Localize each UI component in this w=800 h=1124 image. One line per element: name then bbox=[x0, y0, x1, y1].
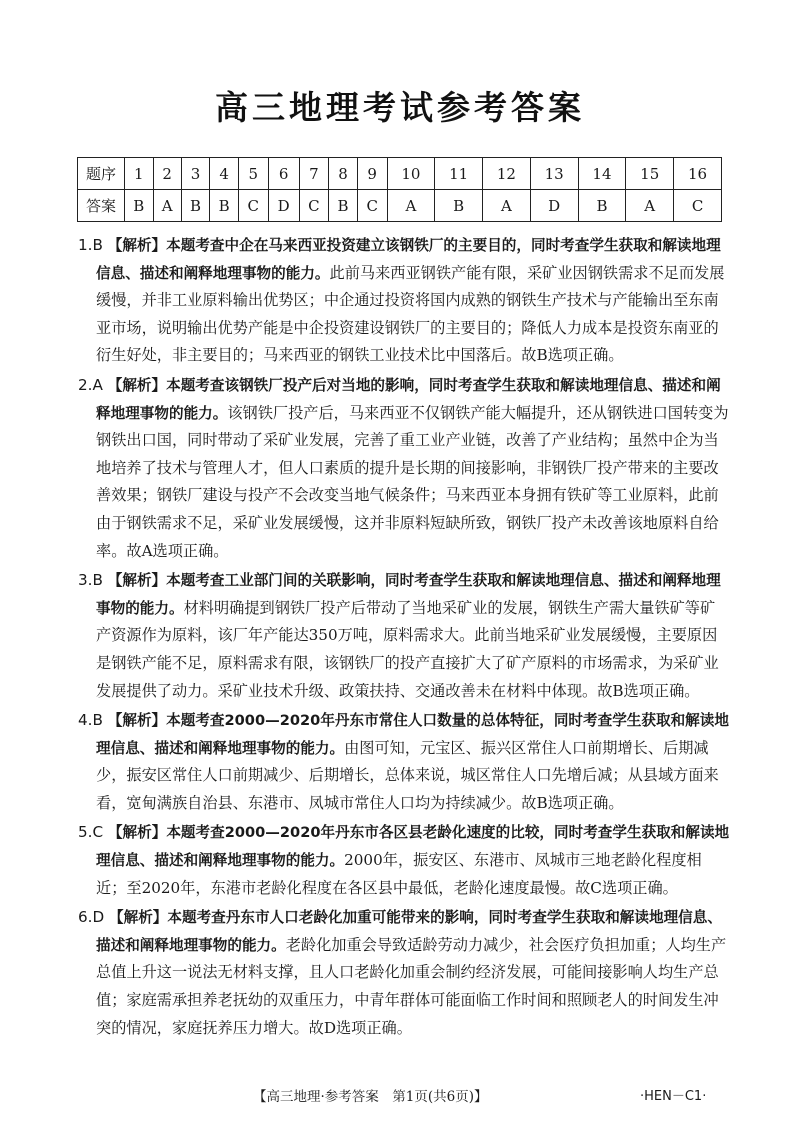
question-number: 8 bbox=[329, 158, 358, 190]
explanation-item bbox=[78, 707, 730, 817]
item-number: 2.A bbox=[78, 375, 103, 394]
item-text: 材料明确提到钢铁厂投产后带动了当地采矿业的发展，钢铁生产需大量铁矿等矿产资源作为原料，该厂年产能达350万吨，原料需求大。此前当地采矿业发展缓慢，主要原因是钢铁产能不足，原料需求有限，该钢铁厂的投产直接扩大了矿产原料的市场需求，为采矿业发展提供了动力。采矿业技术升级、政策扶持、交通改善未在材料中体现。故B选项正确。 bbox=[96, 598, 719, 700]
item-text: 由图可知，元宝区、振兴区常住人口前期增长、后期减少，振安区常住人口前期减少、后期增长，总体来说，城区常住人口先增后减；从县域方面来看，宽甸满族自治县、东港市、凤城市常住人口均为持续减少。故B选项正确。 bbox=[96, 738, 719, 812]
answer-cell: B bbox=[210, 190, 239, 222]
item-number: 3.B bbox=[78, 571, 103, 590]
question-number: 3 bbox=[181, 158, 210, 190]
item-text: 2000年，振安区、东港市、凤城市三地老龄化程度相近；至2020年，东港市老龄化程度在各区县中最低，老龄化速度最慢。故C选项正确。 bbox=[96, 851, 702, 897]
item-number: 1.B bbox=[78, 236, 103, 254]
item-text: 该钢铁厂投产后，马来西亚不仅钢铁产能大幅提升，还从钢铁进口国转变为钢铁出口国，同时带动了采矿业发展，完善了重工业产业链，改善了产业结构；虽然中企为当地培养了技术与管理人才，但人口素质的提升是长期的间接影响，非钢铁厂投产带来的主要改善效果；钢铁厂建设与投产不会改变当地气候条件；马来西亚本身拥有铁矿等工业原料，此前由于钢铁需求不足，采矿业发展缓慢，这并非原料短缺所致，钢铁厂投产未改善该地原料自给率。故A选项正确。 bbox=[96, 403, 729, 560]
explanation-item bbox=[78, 372, 730, 565]
question-number: 16 bbox=[674, 158, 722, 190]
question-number: 2 bbox=[153, 158, 181, 190]
question-number: 10 bbox=[387, 158, 435, 190]
item-number: 5.C bbox=[78, 823, 104, 842]
item-number: 4.B bbox=[78, 711, 103, 730]
question-number: 7 bbox=[299, 158, 329, 190]
explanation-item bbox=[78, 819, 730, 902]
item-text: 此前马来西亚钢铁产能有限，采矿业因钢铁需求不足而发展缓慢，并非工业原料输出优势区；中企通过投资将国内成熟的钢铁生产技术与产能输出至东南亚市场，说明输出优势产能是中企投资建设钢铁厂的主要目的；降低人力成本是投资东南亚的衍生好处，非主要目的；马来西亚的钢铁工业技术比中国落后。故B选项正确。 bbox=[96, 263, 725, 365]
explanation-item bbox=[78, 567, 730, 705]
answer-cell: A bbox=[483, 190, 531, 222]
item-analysis-heading: 【解析】本题考查中企在马来西亚投资建立该钢铁厂的主要目的，同时考查学生获取和解读地理信息、描述和阐释地理事物的能力。 bbox=[96, 237, 721, 282]
answer-cell: C bbox=[238, 190, 268, 222]
answer-cell: C bbox=[357, 190, 387, 222]
item-analysis-heading: 【解析】本题考查工业部门间的关联影响，同时考查学生获取和解读地理信息、描述和阐释地理事物的能力。 bbox=[96, 572, 721, 617]
answer-cell: B bbox=[329, 190, 358, 222]
item-number: 6.D bbox=[78, 908, 105, 927]
item-analysis-heading: 【解析】本题考查该钢铁厂投产后对当地的影响，同时考查学生获取和解读地理信息、描述和阐释地理事物的能力。 bbox=[96, 376, 721, 422]
item-analysis-heading: 【解析】本题考查2000—2020年丹东市常住人口数量的总体特征，同时考查学生获取和解读地理信息、描述和阐释地理事物的能力。 bbox=[96, 712, 729, 757]
page-title: 高三地理考试参考答案 bbox=[215, 88, 585, 127]
row-label-answer: 答案 bbox=[78, 190, 125, 222]
question-number: 11 bbox=[435, 158, 483, 190]
answer-cell: C bbox=[674, 190, 722, 222]
answer-cell: A bbox=[626, 190, 674, 222]
footer-page-info: 【高三地理·参考答案 第1页(共6页)】 bbox=[253, 1089, 488, 1105]
item-analysis-heading: 【解析】本题考查2000—2020年丹东市各区县老龄化速度的比较，同时考查学生获取和解读地理信息、描述和阐释地理事物的能力。 bbox=[96, 824, 730, 870]
answer-cell: A bbox=[387, 190, 435, 222]
question-number: 4 bbox=[210, 158, 239, 190]
explanation-item bbox=[78, 904, 730, 1042]
table-row bbox=[78, 190, 722, 222]
answer-cell: B bbox=[578, 190, 626, 222]
answer-cell: B bbox=[435, 190, 483, 222]
question-number: 13 bbox=[530, 158, 578, 190]
explanation-item bbox=[78, 232, 730, 370]
item-text: 老龄化加重会导致适龄劳动力减少，社会医疗负担加重；人均生产总值上升这一说法无材料支撑，且人口老龄化加重会制约经济发展，可能间接影响人均生产总值；家庭需承担养老抚幼的双重压力，中青年群体可能面临工作时间和照顾老人的时间发生冲突的情况，家庭抚养压力增大。故D选项正确。 bbox=[96, 935, 727, 1037]
question-number: 15 bbox=[626, 158, 674, 190]
question-number: 5 bbox=[238, 158, 268, 190]
question-number: 1 bbox=[125, 158, 154, 190]
answer-cell: B bbox=[125, 190, 154, 222]
item-analysis-heading: 【解析】本题考查丹东市人口老龄化加重可能带来的影响，同时考查学生获取和解读地理信息、描述和阐释地理事物的能力。 bbox=[96, 909, 722, 954]
row-label-number: 题序 bbox=[78, 158, 125, 190]
answer-cell: D bbox=[530, 190, 578, 222]
footer-code: ·HEN－C1· bbox=[640, 1089, 707, 1104]
explanations bbox=[78, 232, 730, 1044]
question-number: 9 bbox=[357, 158, 387, 190]
answer-cell: D bbox=[268, 190, 299, 222]
question-number: 12 bbox=[483, 158, 531, 190]
question-number: 14 bbox=[578, 158, 626, 190]
answer-cell: B bbox=[181, 190, 210, 222]
answer-table bbox=[77, 157, 722, 222]
answer-cell: C bbox=[299, 190, 329, 222]
answer-cell: A bbox=[153, 190, 181, 222]
table-row bbox=[78, 158, 722, 190]
question-number: 6 bbox=[268, 158, 299, 190]
